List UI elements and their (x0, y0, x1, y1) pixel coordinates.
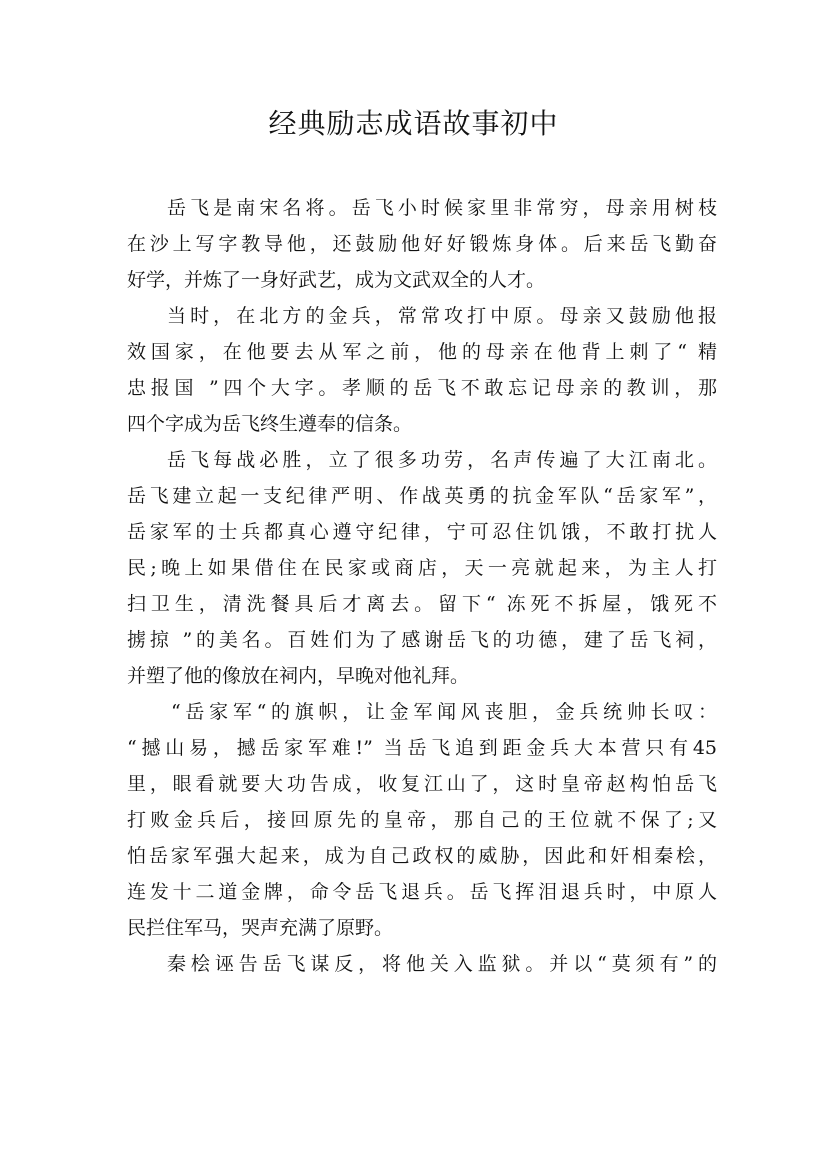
text-line: 效国家，在他要去从军之前，他的母亲在他背上刺了“ 精 (127, 341, 717, 363)
text-line: 好学，并炼了一身好武艺，成为文武双全的人才。 (127, 269, 546, 291)
text-line: 并塑了他的像放在祠内，早晚对他礼拜。 (127, 665, 470, 687)
text-line: “岳家军“的旗帜，让金军闻风丧胆，金兵统帅长叹： (171, 701, 717, 723)
text-line: 忠报国 ”四个大字。孝顺的岳飞不敢忘记母亲的教训，那 (127, 377, 717, 399)
text-line: 扫卫生，清洗餐具后才离去。留下“ 冻死不拆屋，饿死不 (127, 593, 717, 615)
text-line: 连发十二道金牌，命令岳飞退兵。岳飞挥泪退兵时，中原人 (127, 881, 717, 903)
text-line: “撼山易，撼岳家军难!” 当岳飞追到距金兵大本营只有45 (127, 737, 717, 759)
text-line: 在沙上写字教导他，还鼓励他好好锻炼身体。后来岳飞勤奋 (127, 233, 717, 255)
text-line: 怕岳家军强大起来，成为自己政权的威胁，因此和奸相秦桧， (127, 845, 717, 867)
text-line: 民拦住军马，哭声充满了原野。 (127, 917, 394, 939)
text-line: 岳飞每战必胜，立了很多功劳，名声传遍了大江南北。 (167, 449, 717, 471)
text-line: 里，眼看就要大功告成，收复江山了，这时皇帝赵构怕岳飞 (127, 773, 717, 795)
text-line: 岳飞建立起一支纪律严明、作战英勇的抗金军队“岳家军”， (127, 485, 717, 507)
story-body (127, 190, 717, 982)
document-title: 经典励志成语故事初中 (268, 107, 559, 140)
text-line: 掳掠 ”的美名。百姓们为了感谢岳飞的功德，建了岳飞祠， (127, 629, 717, 651)
text-line: 四个字成为岳飞终生遵奉的信条。 (127, 413, 413, 435)
text-line: 岳家军的士兵都真心遵守纪律，宁可忍住饥饿，不敢打扰人 (127, 521, 717, 543)
text-line: 秦桧诬告岳飞谋反，将他关入监狱。并以“莫须有”的 (167, 953, 717, 975)
text-line: 民;晚上如果借住在民家或商店，天一亮就起来，为主人打 (127, 557, 717, 579)
text-line: 打败金兵后，接回原先的皇帝，那自己的王位就不保了;又 (127, 809, 717, 831)
text-line: 当时，在北方的金兵，常常攻打中原。母亲又鼓励他报 (167, 305, 717, 327)
text-line: 岳飞是南宋名将。岳飞小时候家里非常穷，母亲用树枝 (167, 197, 717, 219)
